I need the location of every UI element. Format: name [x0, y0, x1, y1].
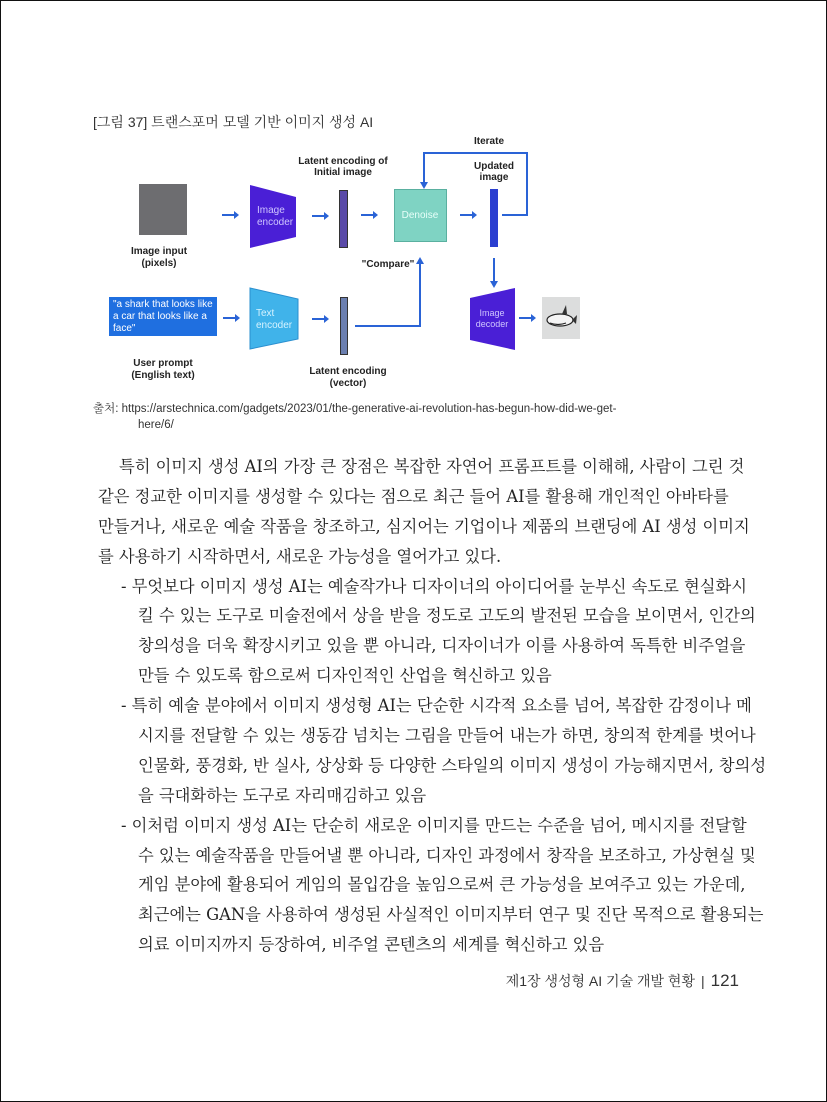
- shark-car-icon: [542, 297, 580, 339]
- figure-source: [93, 401, 616, 433]
- prompt-box: "a shark that looks like a car that looks like a face": [109, 297, 217, 336]
- footer-separator: |: [700, 973, 705, 989]
- arrow-icon: [312, 215, 327, 217]
- text-encoder-label-2: encoder: [256, 320, 293, 331]
- compare-arrowhead: [416, 257, 424, 264]
- bullet-line: - 이처럼 이미지 생성 AI는 단순히 새로운 이미지를 만드는 수준을 넘어, 메시지를 전달할: [121, 815, 747, 835]
- image-decoder-label-1: Image: [479, 308, 505, 318]
- bullet-line: 수 있는 예술작품을 만들어낼 뿐 아니라, 디자인 과정에서 창작을 보조하고, 가상현실 및: [138, 845, 756, 865]
- bullet-line: 만들 수 있도록 함으로써 디자인적인 산업을 혁신하고 있음: [138, 666, 552, 686]
- image-input-label-1: Image input: [130, 246, 188, 257]
- page-number: 121: [710, 971, 739, 990]
- latent-initial-label-2: Initial image: [314, 167, 372, 178]
- image-decoder-label-2: decoder: [475, 319, 509, 329]
- updated-image-bar: [490, 189, 498, 247]
- arrow-icon: [361, 214, 376, 216]
- source-label: 출처:: [93, 403, 119, 415]
- latent-vector-bar: [340, 297, 348, 355]
- latent-initial-bar: [339, 190, 348, 248]
- bullet-line: 의료 이미지까지 등장하여, 비주얼 콘텐츠의 세계를 혁신하고 있음: [138, 935, 605, 955]
- paragraph-line: 만들거나, 새로운 예술 작품을 창조하고, 심지어는 기업이나 제품의 브랜딩에 AI 생성 이미지: [98, 516, 750, 536]
- latent-vector-label-1: Latent encoding: [309, 366, 387, 377]
- decoder-down-arrowhead: [490, 281, 498, 288]
- arrow-icon: [460, 214, 475, 216]
- figure-title: [그림 37] 트랜스포머 모델 기반 이미지 생성 AI: [93, 114, 374, 130]
- bullet-line: - 무엇보다 이미지 생성 AI는 예술작가나 디자이너의 아이디어를 눈부신 속도로 현실화시: [121, 576, 747, 596]
- compare-label: "Compare": [361, 259, 415, 270]
- generated-shark-image: [542, 297, 580, 339]
- latent-vector-label-2: (vector): [329, 378, 367, 389]
- image-input-noise: [139, 184, 187, 235]
- transformer-diagram: [1, 1, 827, 401]
- image-encoder-label-2: encoder: [257, 217, 294, 228]
- bullet-line: 인물화, 풍경화, 반 실사, 상상화 등 다양한 스타일의 이미지 생성이 가능해지면서, 창의성: [138, 755, 767, 775]
- chapter-title: 제1장 생성형 AI 기술 개발 현황: [505, 973, 695, 989]
- updated-image-label-1: Updated: [474, 161, 514, 172]
- bullet-line: 창의성을 더욱 확장시키고 있을 뿐 아니라, 디자이너가 이를 사용하여 독특한 비주얼을: [138, 636, 746, 656]
- image-input-label-2: (pixels): [141, 258, 177, 269]
- updated-image-label-2: image: [479, 172, 509, 183]
- bullet-line: 킬 수 있는 도구로 미술전에서 상을 받을 정도로 고도의 발전된 모습을 보이면서, 인간의: [138, 606, 756, 626]
- latent-initial-label-1: Latent encoding of: [298, 156, 388, 167]
- arrow-icon: [223, 317, 238, 319]
- image-encoder-label-1: Image: [257, 205, 285, 216]
- arrow-icon: [519, 317, 534, 319]
- bullet-line: 시지를 전달할 수 있는 생동감 넘치는 그림을 만들어 내는가 하면, 창의적 한계를 벗어나: [138, 726, 756, 746]
- paragraph-line: 특히 이미지 생성 AI의 가장 큰 장점은 복잡한 자연어 프롬프트를 이해해, 사람이 그린 것: [119, 457, 745, 476]
- compare-line: [355, 263, 420, 326]
- bullet-line: - 특히 예술 분야에서 이미지 생성형 AI는 단순한 시각적 요소를 넘어, 복잡한 감정이나 메: [121, 696, 752, 716]
- arrow-icon: [312, 318, 327, 320]
- user-prompt-label-1: User prompt: [133, 358, 193, 369]
- page-footer: [506, 971, 739, 991]
- body-text: [98, 452, 767, 960]
- text-encoder-label-1: Text: [256, 308, 275, 319]
- paragraph-line: 를 사용하기 시작하면서, 새로운 가능성을 열어가고 있다.: [98, 546, 502, 566]
- arrow-icon: [222, 214, 237, 216]
- bullet-line: 최근에는 GAN을 사용하여 생성된 사실적인 이미지부터 연구 및 진단 목적으로 활용되는: [138, 905, 764, 925]
- bullet-line: 을 극대화하는 도구로 자리매김하고 있음: [138, 785, 427, 805]
- denoise-label: Denoise: [401, 210, 439, 221]
- iterate-arrowhead: [420, 182, 428, 189]
- bullet-line: 게임 분야에 활용되어 게임의 몰입감을 높임으로써 큰 가능성을 보여주고 있는 가운데,: [138, 875, 746, 895]
- paragraph-line: 같은 정교한 이미지를 생성할 수 있다는 점으로 최근 들어 AI를 활용해 개인적인 아바타를: [98, 486, 729, 506]
- iterate-label: Iterate: [473, 136, 505, 147]
- user-prompt-label-2: (English text): [131, 370, 195, 381]
- source-url[interactable]: https://arstechnica.com/gadgets/2023/01/the-generative-ai-revolution-has-begun-how-did-we-get-: [121, 403, 617, 415]
- source-url-continued[interactable]: here/6/: [138, 419, 174, 431]
